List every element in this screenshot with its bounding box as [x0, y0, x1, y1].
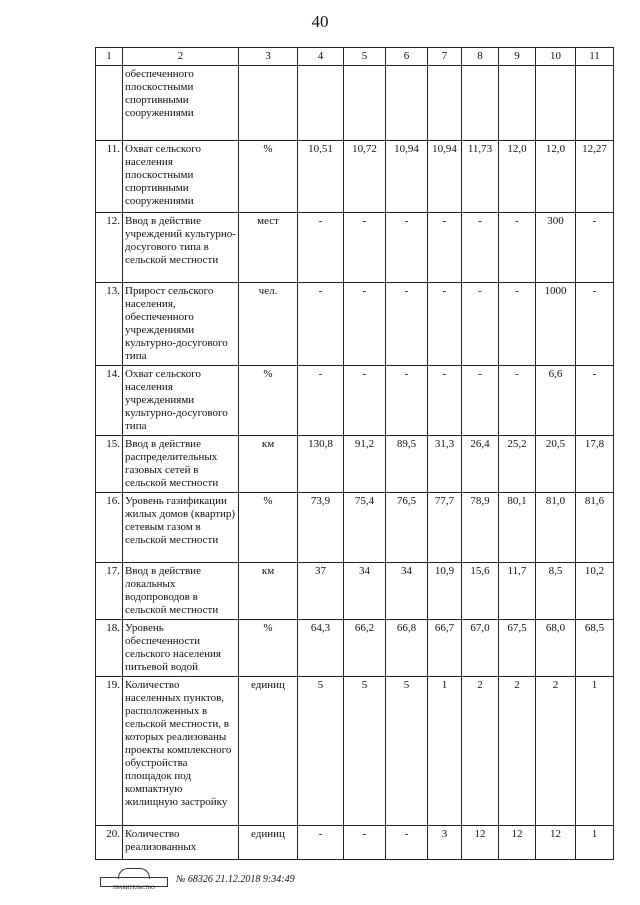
value-cell: - — [386, 283, 428, 366]
table-row — [96, 283, 614, 366]
header-cell: 1 — [96, 48, 123, 66]
header-cell: 2 — [123, 48, 239, 66]
row-number: 14. — [96, 366, 123, 436]
value-cell: 12,27 — [576, 141, 614, 213]
value-cell: 11,73 — [462, 141, 499, 213]
value-cell: - — [462, 366, 499, 436]
value-cell — [499, 66, 536, 141]
value-cell: 66,7 — [428, 620, 462, 677]
value-cell: - — [386, 826, 428, 860]
unit-cell: % — [239, 141, 298, 213]
value-cell: 2 — [536, 677, 576, 826]
header-row — [96, 48, 614, 66]
value-cell: 130,8 — [298, 436, 344, 493]
table-row — [96, 366, 614, 436]
table-row — [96, 436, 614, 493]
indicator-name: Количество реализованных — [123, 826, 239, 860]
value-cell: - — [386, 213, 428, 283]
indicator-name: обеспеченного плоскостными спортивными сооружениями — [123, 66, 239, 141]
unit-cell — [239, 66, 298, 141]
value-cell: 73,9 — [298, 493, 344, 563]
value-cell: - — [499, 213, 536, 283]
value-cell: - — [344, 826, 386, 860]
table-row — [96, 677, 614, 826]
value-cell: 10,72 — [344, 141, 386, 213]
value-cell: 12,0 — [499, 141, 536, 213]
indicator-name: Охват сельского населения учреждениями культурно-досугового типа — [123, 366, 239, 436]
unit-cell: км — [239, 563, 298, 620]
value-cell: 91,2 — [344, 436, 386, 493]
header-cell: 9 — [499, 48, 536, 66]
value-cell: 300 — [536, 213, 576, 283]
header-cell: 4 — [298, 48, 344, 66]
value-cell: 67,5 — [499, 620, 536, 677]
value-cell: - — [428, 366, 462, 436]
value-cell: 76,5 — [386, 493, 428, 563]
value-cell: 10,9 — [428, 563, 462, 620]
table-row — [96, 66, 614, 141]
value-cell: 2 — [462, 677, 499, 826]
value-cell: 81,6 — [576, 493, 614, 563]
table-row — [96, 213, 614, 283]
unit-cell: мест — [239, 213, 298, 283]
row-number: 15. — [96, 436, 123, 493]
header-cell: 6 — [386, 48, 428, 66]
value-cell: - — [428, 283, 462, 366]
value-cell: 10,94 — [428, 141, 462, 213]
table-row — [96, 141, 614, 213]
page-number: 40 — [311, 12, 329, 31]
header-cell: 3 — [239, 48, 298, 66]
footer — [100, 868, 295, 890]
value-cell: 64,3 — [298, 620, 344, 677]
value-cell: 89,5 — [386, 436, 428, 493]
table-row — [96, 826, 614, 860]
value-cell: 68,0 — [536, 620, 576, 677]
value-cell: 10,51 — [298, 141, 344, 213]
value-cell: - — [386, 366, 428, 436]
value-cell: 81,0 — [536, 493, 576, 563]
value-cell: 78,9 — [462, 493, 499, 563]
value-cell: 67,0 — [462, 620, 499, 677]
value-cell: 5 — [298, 677, 344, 826]
unit-cell: % — [239, 620, 298, 677]
value-cell — [386, 66, 428, 141]
value-cell: 5 — [344, 677, 386, 826]
table-row — [96, 563, 614, 620]
value-cell: - — [344, 283, 386, 366]
value-cell: 1 — [576, 826, 614, 860]
value-cell: - — [499, 366, 536, 436]
value-cell: 26,4 — [462, 436, 499, 493]
row-number: 20. — [96, 826, 123, 860]
unit-cell: единиц — [239, 677, 298, 826]
value-cell: 20,5 — [536, 436, 576, 493]
value-cell: - — [344, 213, 386, 283]
unit-cell: км — [239, 436, 298, 493]
header-cell: 11 — [576, 48, 614, 66]
row-number: 12. — [96, 213, 123, 283]
value-cell: - — [428, 213, 462, 283]
row-number: 18. — [96, 620, 123, 677]
indicator-name: Ввод в действие распределительных газовых сетей в сельской местности — [123, 436, 239, 493]
row-number: 19. — [96, 677, 123, 826]
value-cell: - — [499, 283, 536, 366]
header-cell: 8 — [462, 48, 499, 66]
value-cell — [298, 66, 344, 141]
value-cell: 1 — [576, 677, 614, 826]
indicator-name: Ввод в действие учреждений культурно-досугового типа в сельской местности — [123, 213, 239, 283]
value-cell: 66,2 — [344, 620, 386, 677]
value-cell: 31,3 — [428, 436, 462, 493]
unit-cell: % — [239, 493, 298, 563]
value-cell: 34 — [344, 563, 386, 620]
value-cell — [344, 66, 386, 141]
value-cell: 11,7 — [499, 563, 536, 620]
indicator-name: Уровень газификации жилых домов (квартир) сетевым газом в сельской местности — [123, 493, 239, 563]
value-cell: 8,5 — [536, 563, 576, 620]
row-number: 11. — [96, 141, 123, 213]
value-cell: - — [298, 213, 344, 283]
header-cell: 5 — [344, 48, 386, 66]
value-cell: 6,6 — [536, 366, 576, 436]
table-row — [96, 493, 614, 563]
header-cell: 7 — [428, 48, 462, 66]
indicator-name: Уровень обеспеченности сельского населения питьевой водой — [123, 620, 239, 677]
value-cell: - — [576, 283, 614, 366]
value-cell: 12 — [499, 826, 536, 860]
value-cell: - — [298, 283, 344, 366]
value-cell: 10,2 — [576, 563, 614, 620]
value-cell: 17,8 — [576, 436, 614, 493]
unit-cell: чел. — [239, 283, 298, 366]
value-cell: 68,5 — [576, 620, 614, 677]
value-cell: - — [298, 826, 344, 860]
data-table — [95, 47, 614, 860]
value-cell: 77,7 — [428, 493, 462, 563]
value-cell: 12 — [536, 826, 576, 860]
value-cell: - — [576, 366, 614, 436]
unit-cell: % — [239, 366, 298, 436]
value-cell: 12 — [462, 826, 499, 860]
value-cell: 34 — [386, 563, 428, 620]
value-cell: 1000 — [536, 283, 576, 366]
value-cell: - — [576, 213, 614, 283]
value-cell — [576, 66, 614, 141]
value-cell: - — [344, 366, 386, 436]
value-cell: 3 — [428, 826, 462, 860]
value-cell: 2 — [499, 677, 536, 826]
value-cell: - — [462, 283, 499, 366]
value-cell: 5 — [386, 677, 428, 826]
unit-cell: единиц — [239, 826, 298, 860]
value-cell: 66,8 — [386, 620, 428, 677]
value-cell: - — [462, 213, 499, 283]
value-cell — [462, 66, 499, 141]
row-number: 17. — [96, 563, 123, 620]
row-number — [96, 66, 123, 141]
value-cell — [536, 66, 576, 141]
row-number: 13. — [96, 283, 123, 366]
indicator-name: Количество населенных пунктов, расположенных в сельской местности, в которых реализованы проекты комплексного обустройства площадок под компактную жилищную застройку — [123, 677, 239, 826]
seal-text: ПРАВИТЕЛЬСТВО — [113, 886, 155, 891]
value-cell — [428, 66, 462, 141]
value-cell: 75,4 — [344, 493, 386, 563]
value-cell: 1 — [428, 677, 462, 826]
value-cell: 25,2 — [499, 436, 536, 493]
value-cell: 10,94 — [386, 141, 428, 213]
row-number: 16. — [96, 493, 123, 563]
value-cell: 15,6 — [462, 563, 499, 620]
value-cell: 80,1 — [499, 493, 536, 563]
indicator-name: Охват сельского населения плоскостными спортивными сооружениями — [123, 141, 239, 213]
header-cell: 10 — [536, 48, 576, 66]
registration-stamp: № 68326 21.12.2018 9:34:49 — [176, 873, 295, 885]
value-cell: 12,0 — [536, 141, 576, 213]
seal-logo — [100, 868, 168, 890]
indicator-name: Ввод в действие локальных водопроводов в сельской местности — [123, 563, 239, 620]
value-cell: - — [298, 366, 344, 436]
table-row — [96, 620, 614, 677]
indicator-name: Прирост сельского населения, обеспеченного учреждениями культурно-досугового типа — [123, 283, 239, 366]
value-cell: 37 — [298, 563, 344, 620]
